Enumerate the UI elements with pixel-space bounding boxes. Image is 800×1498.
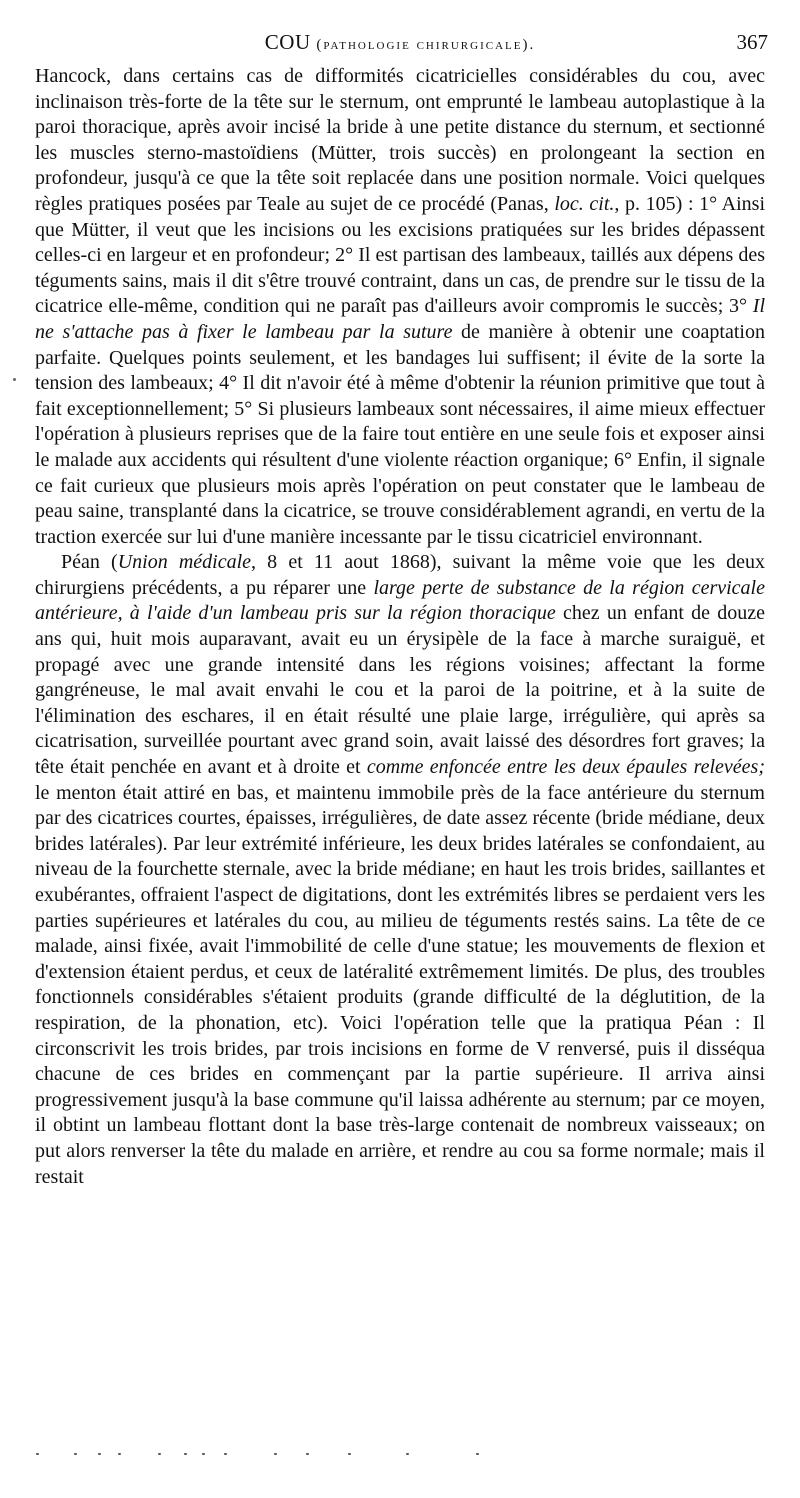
text-run: Péan (	[61, 551, 118, 574]
margin-speck	[13, 378, 16, 381]
italic-text-run: large perte de substance de la région cervicale antérieure, à l'aide d'un lambeau pris sur la région thoracique	[35, 576, 765, 625]
italic-text-run: Il ne s'attache pas à fixer le lambeau par la suture	[35, 295, 765, 343]
page-number: 367	[736, 30, 768, 54]
footer-dot	[348, 1453, 351, 1455]
footer-dot	[274, 1453, 277, 1455]
italic-text-run: Union médicale	[117, 551, 252, 574]
paragraph-pean	[35, 550, 765, 1190]
text-run: le menton était attiré en bas, et maintenu immobile près de la face antérieure du sternum par des cicatrices courtes, épaisses, irrégulières, de date assez récente (bride médiane, deux brides latérales). Par leur extrémité inférieure, les deux brides latérales se confondaient, au niveau de la fourchette sternale, avec la bride médiane; en haut les trois brides, saillantes et exubérantes, offraient l'aspect de digitations, dont les extrémités libres se perdaient vers les parties supérieures et latérales du cou, au milieu de téguments restés sains. La tête de ce malade, ainsi fixée, avait l'immobilité de celle d'une statue; les mouvements de flexion et d'extension étaient perdus, et ceux de latéralité extrêmement limités. De plus, des troubles fonctionnels considérables s'étaient produits (grande difficulté de la déglutition, de la respiration, de la phonation, etc). Voici l'opération telle que la pratiqua Péan : Il circonscrivit les trois brides, par trois incisions en forme de V renversé, puis il disséqua chacune de ces brides en commençant par la partie supérieure. Il arriva ainsi progressivement jusqu'à la base commune qu'il laissa adhérente au sternum; par ce moyen, il obtint un lambeau flottant dont la base très-large contenait de nombreux vaisseaux; on put alors renverser la tête du malade en arrière, et rendre au cou sa forme normale; mais il restait	[35, 781, 765, 1188]
paragraph-hancock	[35, 64, 765, 550]
footer-dot	[158, 1453, 161, 1455]
header-title-main: COU	[264, 30, 311, 54]
header-subtitle: (pathologie chirurgicale).	[316, 37, 536, 53]
running-header	[32, 30, 768, 60]
italic-text-run: comme enfoncée entre les deux épaules relevées;	[366, 756, 766, 779]
footer-dot	[406, 1453, 409, 1455]
text-run: , p. 105) : 1° Ainsi que Mütter, il veut que les incisions ou les excisions pratiquées sur les brides dépassent celles-ci en largeur et en profondeur; 2° Il est partisan des lambeaux, taillés aux dépens des téguments sains, mais il dit s'être trouvé contraint, dans un cas, de prendre sur le tissu de la cicatrice elle-même, condition qui ne paraît pas d'ailleurs avoir compromis le succès; 3°	[35, 192, 766, 318]
footer-dot	[98, 1453, 101, 1455]
footer-marks	[36, 1453, 536, 1459]
footer-dot	[476, 1453, 479, 1455]
footer-dot	[306, 1453, 309, 1455]
footer-dot	[202, 1453, 205, 1455]
text-run: de manière à obtenir une coaptation parfaite. Quelques points seulement, et les bandages lui suffisent; il évite de la sorte la tension des lambeaux; 4° Il dit n'avoir été à même d'obtenir la réunion primitive que tout à fait exceptionnellement; 5° Si plusieurs lambeaux sont nécessaires, il aime mieux effectuer l'opération à plusieurs reprises que de la faire tout entière en une seule fois et exposer ainsi le malade aux accidents qui résultent d'une violente réaction organique; 6° Enfin, il signale ce fait curieux que plusieurs mois après l'opération on peut constater que le lambeau de peau saine, transplanté dans la cicatrice, se trouve considérablement agrandi, en vertu de la traction exercée sur lui d'une manière incessante par le tissu cicatriciel environnant.	[35, 320, 765, 548]
text-run: Hancock, dans certains cas de difformités cicatricielles considérables du cou, avec inclinaison très-forte de la tête sur le sternum, ont emprunté le lambeau autoplastique à la paroi thoracique, après avoir incisé la bride à une petite distance du sternum, et sectionné les muscles sterno-mastoïdiens (Mütter, trois succès) en prolongeant la section en profondeur, jusqu'à ce que la tête soit replacée dans une position normale. Voici quelques règles pratiques posées par Teale au sujet de ce procédé (Panas,	[35, 65, 765, 215]
footer-dot	[224, 1453, 227, 1455]
italic-text-run: loc. cit.	[554, 192, 615, 215]
footer-dot	[36, 1453, 39, 1455]
footer-dot	[184, 1453, 187, 1455]
header-title	[32, 30, 768, 55]
footer-dot	[118, 1453, 121, 1455]
text-run: chez un enfant de douze ans qui, huit mois auparavant, avait eu un érysipèle de la face à marche suraiguë, et propagé avec une grande intensité dans les régions voisines; affectant la forme gangréneuse, le mal avait envahi le cou et la paroi de la poitrine, et à la suite de l'élimination des eschares, il en était résulté une plaie large, irrégulière, qui après sa cicatrisation, surveillée pourtant avec grand soin, avait laissé des désordres fort graves; la tête était penchée en avant et à droite et	[35, 602, 765, 779]
footer-dot	[74, 1453, 77, 1455]
body-text	[35, 64, 765, 1190]
text-run: , 8 et 11 aout 1868), suivant la même voie que les deux chirurgiens précédents, a pu réparer une	[35, 551, 766, 599]
